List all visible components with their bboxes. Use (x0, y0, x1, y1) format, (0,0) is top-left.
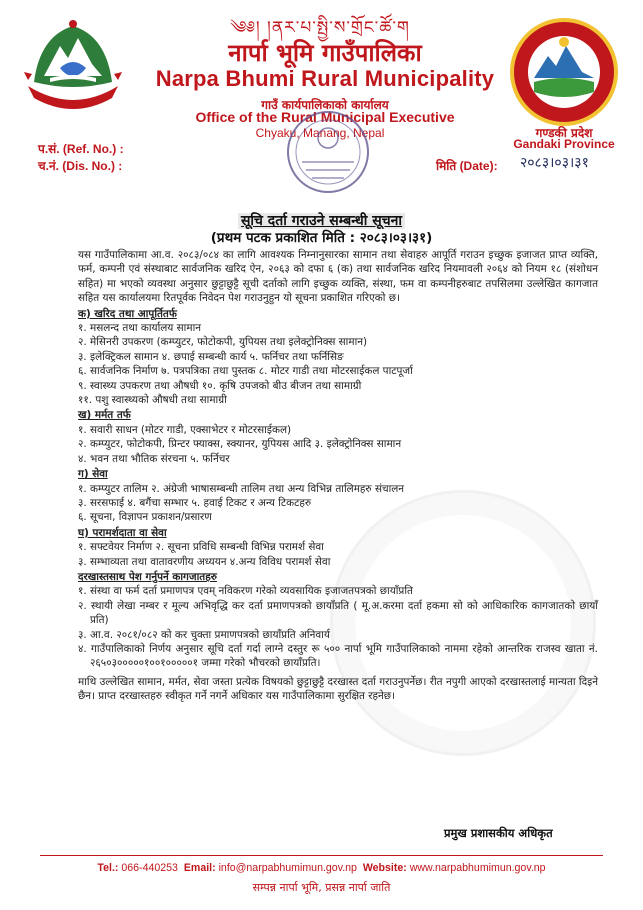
list-item: ४. भवन तथा भौतिक संरचना ५. फर्निचर (78, 452, 230, 465)
list-item: ९. स्वास्थ्य उपकरण तथा औषधी १०. कृषि उपजको बीउ बीजन तथा सामाग्री (78, 379, 362, 392)
section-heading-service: ग) सेवा (78, 468, 108, 481)
office-address: Chyaku, Manang, Nepal (255, 126, 385, 140)
list-item: १. सवारी साधन (मोटर गाडी, एक्साभेटर र मोटरसाईकल) (78, 423, 292, 436)
municipality-name-nepali: नार्पा भूमि गाउँपालिका (228, 39, 422, 67)
tel-value: 066-440253 (121, 862, 178, 874)
header-tibetan-line: ༄༅། །ནར་པ་སྤྱི་ས་གྲོང་ཚོ་ག (230, 18, 410, 38)
list-item: ३. इलेक्ट्रिकल सामान ४. छपाई सम्बन्धी कार्य ५. फर्निचर तथा फर्निसिङ (78, 350, 344, 363)
notice-intro: यस गाउँपालिकामा आ.व. २०८३/०८४ का लागि आवश्यक निम्नानुसारका सामान तथा सेवाहरु आपूर्ति गराउन इच्छुक इजाजत प्राप्त व्यक्ति, फर्म, कम्पनी एवं संस्थाबाट सार्वजनिक खरिद ऐन, २०६३ को दफा ६ (क) तथा सार्वजनिक खरिद नियमावली २०६४ को नियम १८ (संशोधन सहित) मा भएको व्यवस्था अनुसार छुट्टाछुट्टै सूची दर्ताको लागि इच्छुक व्यक्ति, संस्था, फम वा कम्पनीहरुबाट तपसिलमा उल्लेखित कागजात सहित यस कार्यालयमा रितपूर्वक निवेदन पेश गराउनुहुन यो सूचना प्रकाशित गरिएको छ। (78, 249, 598, 305)
province-name-english: Gandaki Province (513, 137, 615, 151)
tel-label: Tel.: (97, 862, 119, 874)
list-item: २. कम्प्युटर, फोटोकपी, प्रिन्टर फ्याक्स, स्क्यानर, युपियस आदि ३. इलेक्ट्रोनिक्स सामान (78, 438, 402, 451)
office-name-english: Office of the Rural Municipal Executive (195, 109, 455, 125)
office-stamp-icon (262, 104, 392, 204)
footer-contact (0, 862, 643, 874)
notice-closing: माथि उल्लेखित सामान, मर्मत, सेवा जस्ता प्रत्येक विषयको छुट्टाछुट्टै दरखास्त दर्ता गराउनुपर्नेछ। रीत नपुगी आएको दरखास्तलाई मान्यता दिइने छैन। प्राप्त दरखास्तहरु स्वीकृत गर्ने नगर्ने अधिकार यस गाउँपालिकामा सुरक्षित रहनेछ। (78, 675, 598, 703)
province-name-nepali: गण्डकी प्रदेश (535, 126, 593, 140)
notice-title (0, 210, 643, 230)
municipality-seal-icon (508, 16, 620, 128)
dis-no-label: च.नं. (Dis. No.) : (38, 159, 123, 173)
list-item: १. कम्प्युटर तालिम २. अंग्रेजी भाषासम्बन्धी तालिम तथा अन्य विभिन्न तालिमहरु संचालन (78, 482, 405, 495)
list-item: ३. आ.व. २०८१/०८२ को कर चुक्ता प्रमाणपत्रको छायाँप्रति अनिवार्य (78, 628, 330, 641)
email-label: Email: (183, 862, 216, 874)
nepal-emblem-icon (20, 16, 126, 112)
municipality-name-english: Narpa Bhumi Rural Municipality (155, 66, 495, 91)
website-label: Website: (362, 862, 407, 874)
list-item: ६. सूचना, विज्ञापन प्रकाशन/प्रसारण (78, 511, 212, 524)
list-item: २. स्थायी लेखा नम्बर र मूल्य अभिवृद्धि कर दर्ता प्रमाणपत्रको छायाँप्रति ( मू.अ.करमा दर्ता हकमा सो को आधिकारिक कागजातको छायाँ प्रति) (78, 599, 598, 627)
section-heading-consulting: घ) परामर्शदाता वा सेवा (78, 526, 167, 539)
list-item: ३. सरसफाई ४. बगैंचा सम्भार ५. हवाई टिकट र अन्य टिकटहरु (78, 496, 312, 509)
section-heading-repair: ख) मर्मत तर्फ (78, 409, 131, 422)
list-item: १. संस्था वा फर्म दर्ता प्रमाणपत्र एवम् नविकरण गरेको व्यवसायिक इजाजतपत्रको छायाँप्रति (78, 585, 413, 598)
email-link[interactable]: info@narpabhumimun.gov.np (218, 862, 357, 874)
website-link[interactable]: www.narpabhumimun.gov.np (409, 862, 546, 874)
signature-designation: प्रमुख प्रशासकीय अधिकृत (444, 826, 553, 840)
office-name-nepali: गाउँ कार्यपालिकाको कार्यालय (261, 98, 389, 112)
ref-no-label: प.सं. (Ref. No.) : (38, 142, 124, 156)
list-item: १. सफ्टवेयर निर्माण २. सूचना प्रविधि सम्बन्धी विभिन्न परामर्श सेवा (78, 541, 324, 554)
footer-slogan: सम्पन्न नार्पा भूमि, प्रसन्न नार्पा जाति (252, 881, 391, 894)
list-item: १. मसलन्द तथा कार्यालय सामान (78, 322, 202, 335)
section-heading-procurement: क) खरिद तथा आपूर्तितर्फ (78, 307, 177, 320)
section-heading-documents: दरखास्तसाथ पेश गर्नुपर्ने कागजातहरु (78, 570, 217, 583)
list-item: ११. पशु स्वास्थ्यको औषधी तथा सामाग्री (78, 394, 227, 407)
notice-title-text: सूचि दर्ता गराउने सम्बन्धी सूचना (238, 213, 405, 229)
list-item: ६. सार्वजनिक निर्माण ७. पत्रपत्रिका तथा पुस्तक ८. मोटर गाडी तथा मोटरसाईकल पाटपूर्जा (78, 365, 413, 378)
list-item: ३. सम्भाव्यता तथा वातावरणीय अध्ययन ४.अन्य विविध परामर्श सेवा (78, 555, 331, 568)
list-item: २. मेसिनरी उपकरण (कम्प्युटर, फोटोकपी, युपियस तथा इलेक्ट्रोनिक्स सामान) (78, 336, 368, 349)
list-item: ४. गाउँपालिकाको निर्णय अनुसार सूचि दर्ता गर्दा लाग्ने दस्तुर रू ५०० नार्पा भूमि गाउँपालिकाको नाममा रहेको आन्तरिक राजस्व खाता नं. २६५०३०००००१००१०००००१ जम्मा गरेको भौचरको छायाँप्रति। (78, 642, 598, 670)
date-value: २०८३।०३।३१ (520, 155, 589, 171)
footer-divider (40, 855, 603, 856)
notice-body (78, 248, 598, 704)
notice-subtitle: (प्रथम पटक प्रकाशित मिति : २०८३।०३।३१) (210, 230, 433, 246)
date-label: मिति (Date): (436, 159, 498, 173)
